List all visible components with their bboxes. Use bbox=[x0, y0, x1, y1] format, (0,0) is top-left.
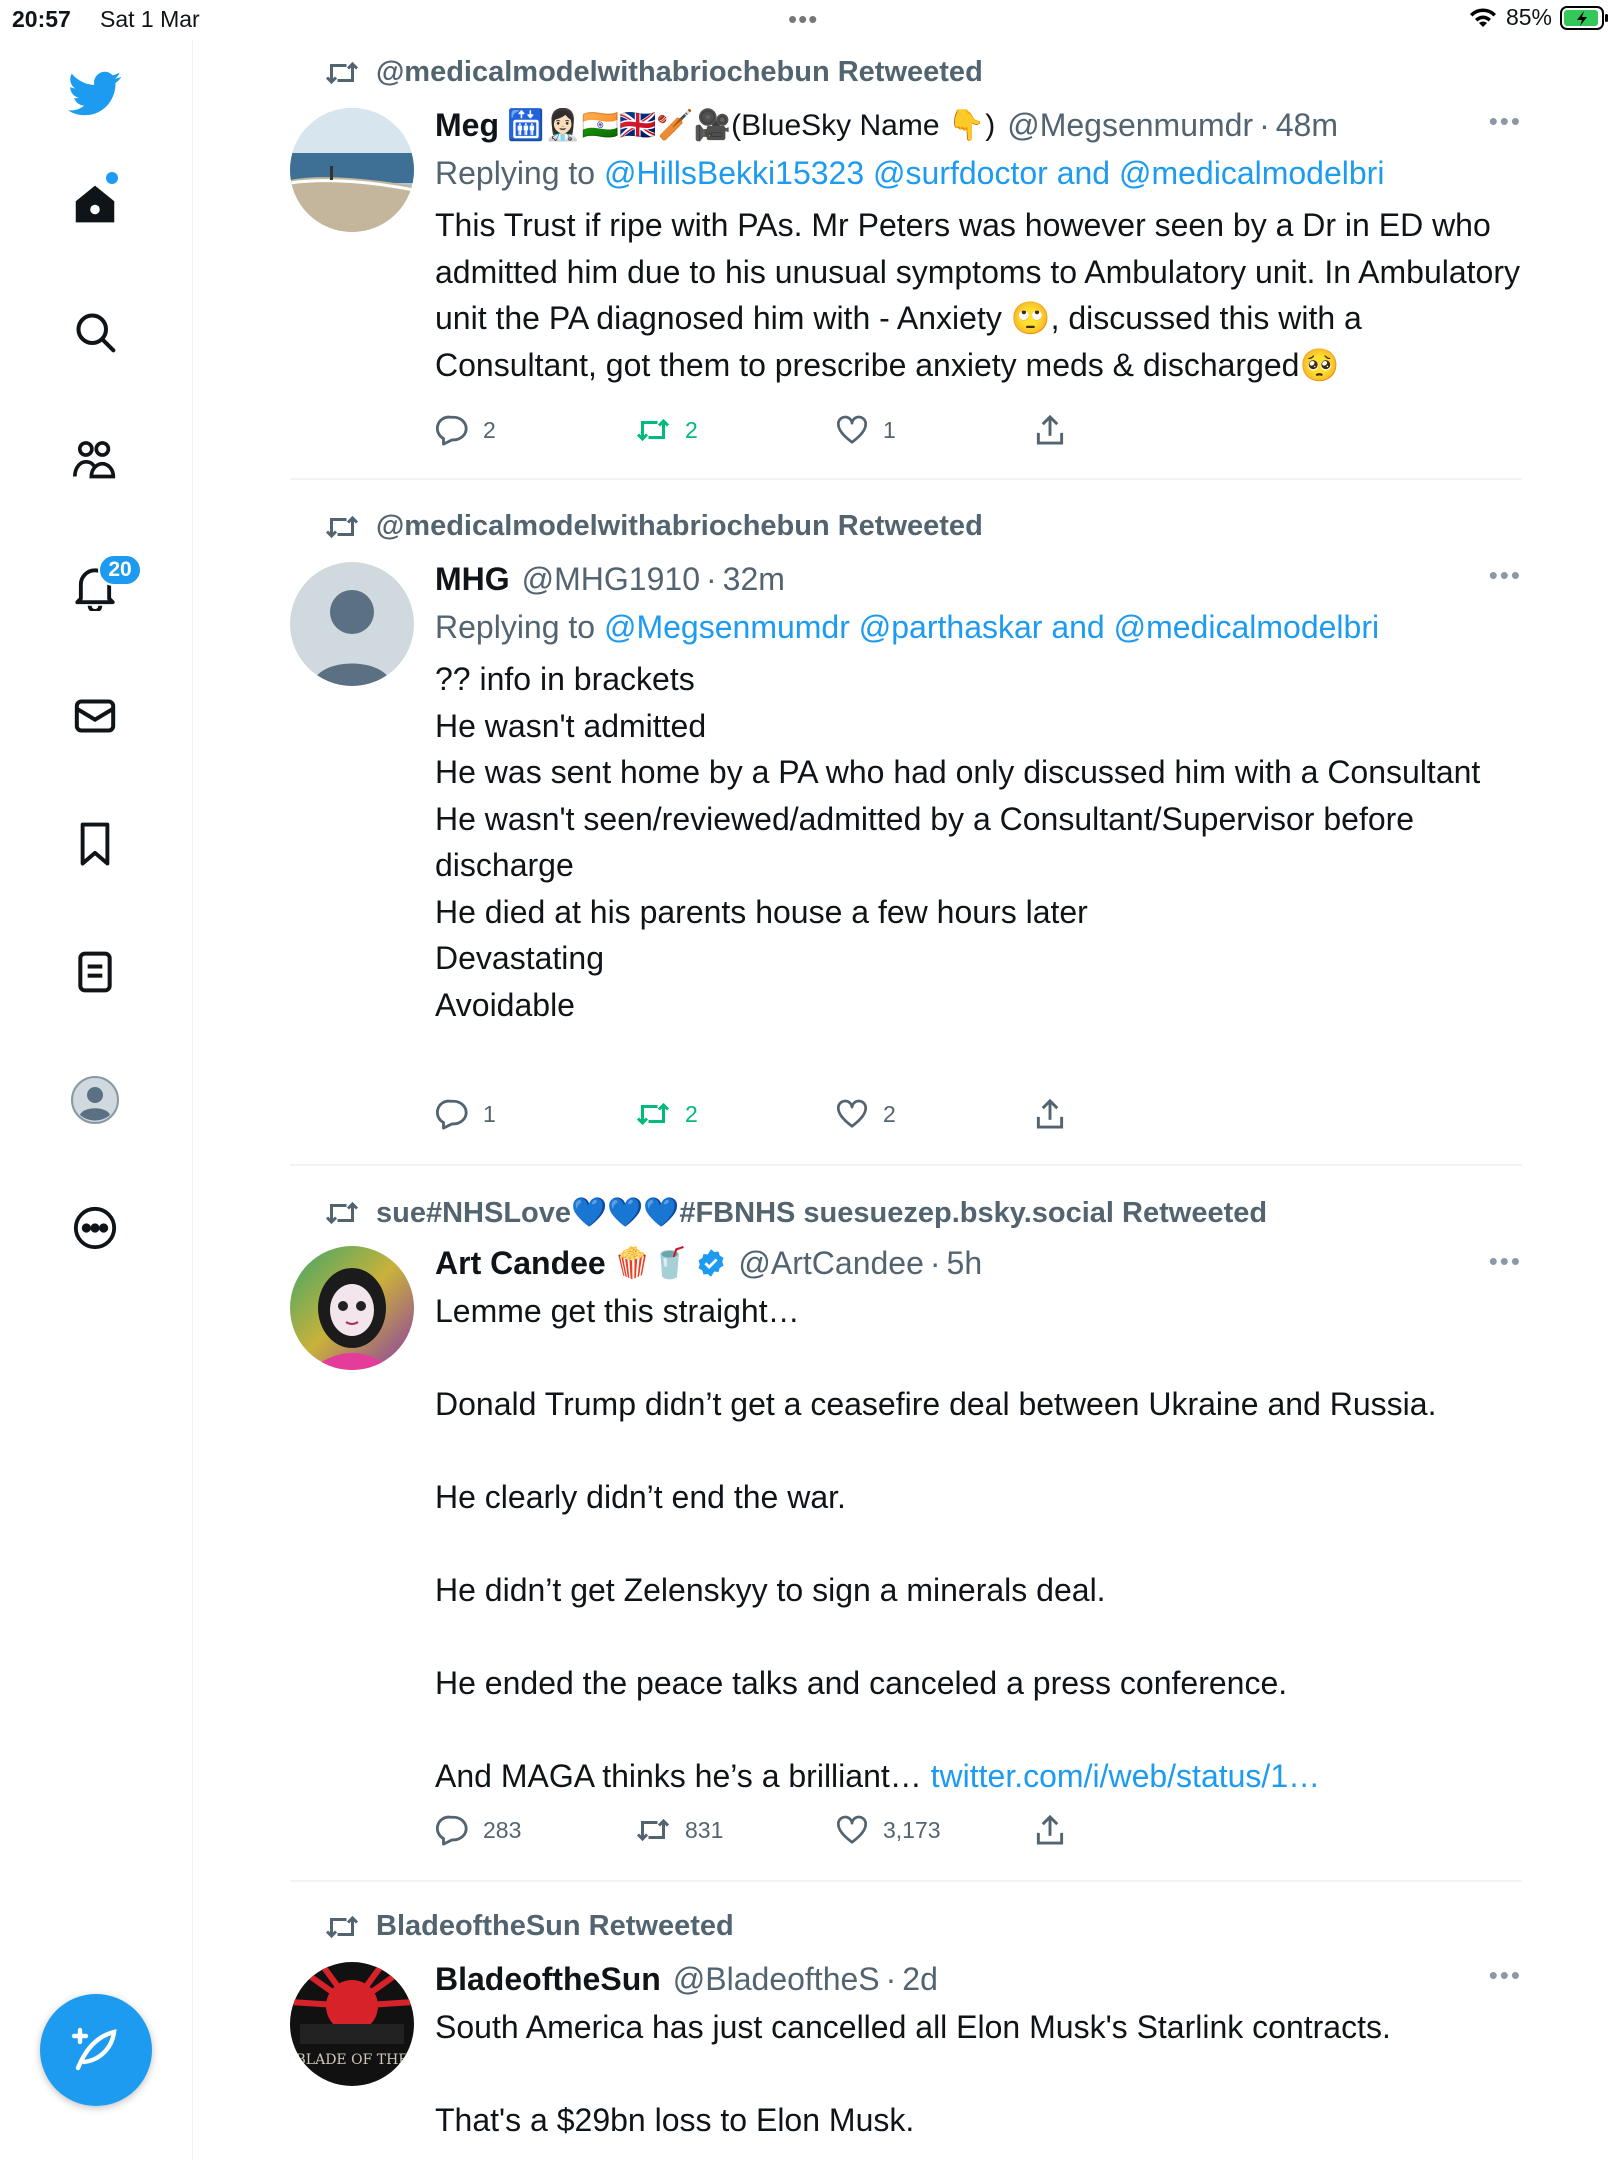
status-bar bbox=[0, 0, 1620, 40]
tweet-header: MHG @MHG1910 · 32m bbox=[435, 560, 785, 597]
tweet-actions bbox=[435, 410, 1235, 450]
user-avatar[interactable] bbox=[290, 108, 414, 232]
like-heart-icon bbox=[835, 1099, 869, 1129]
share-icon bbox=[1035, 1098, 1065, 1130]
tweet-text: This Trust if ripe with PAs. Mr Peters was however seen by a Dr in ED who admitted him due to his unusual symptoms to Ambulatory unit. In Ambulatory unit the PA diagnosed him with - Anxiety 🙄, discussed this with a Consultant, got them to prescribe anxiety meds & discharged🥺 bbox=[435, 207, 1529, 383]
tweet[interactable] bbox=[290, 1910, 1522, 2160]
display-name-emoji: 🍿🥤 bbox=[613, 1246, 689, 1280]
display-name[interactable]: MHG bbox=[435, 560, 510, 597]
user-avatar[interactable] bbox=[290, 1246, 414, 1370]
tweet-content bbox=[435, 102, 1529, 388]
share-button[interactable] bbox=[1035, 1098, 1235, 1130]
like-count: 1 bbox=[883, 416, 896, 443]
reply-button[interactable] bbox=[435, 1814, 635, 1846]
reply-icon bbox=[435, 1098, 469, 1130]
battery-percent: 85% bbox=[1505, 4, 1552, 30]
reply-mentions[interactable]: @HillsBekki15323 @surfdoctor and @medicalmodelbri bbox=[603, 155, 1385, 191]
retweet-context bbox=[376, 1910, 734, 1943]
status-time: 20:57 bbox=[12, 6, 71, 32]
share-button[interactable] bbox=[1035, 1814, 1235, 1846]
like-heart-icon bbox=[835, 1815, 869, 1845]
retweet-icon bbox=[635, 1099, 671, 1129]
twitter-logo-icon[interactable] bbox=[67, 66, 123, 122]
tweet-divider bbox=[290, 478, 1522, 480]
reply-button[interactable] bbox=[435, 414, 635, 446]
retweeted-by-label: @medicalmodelwithabriochebun Retweeted bbox=[376, 510, 983, 542]
status-indicators bbox=[1468, 4, 1610, 31]
communities-icon[interactable] bbox=[67, 432, 123, 488]
profile-avatar-icon[interactable] bbox=[67, 1072, 123, 1128]
retweet-icon bbox=[324, 58, 360, 88]
tweet-header: Art Candee 🍿🥤 @ArtCandee · 5h bbox=[435, 1244, 983, 1281]
replying-to: Replying to @HillsBekki15323 @surfdoctor and @medicalmodelbri bbox=[435, 155, 1385, 191]
retweet-count: 831 bbox=[685, 1816, 724, 1843]
like-button[interactable] bbox=[835, 1099, 1035, 1129]
display-name[interactable]: Art Candee bbox=[435, 1244, 606, 1281]
tweet-more-icon[interactable]: ••• bbox=[1488, 1246, 1522, 1276]
tweet-text: South America has just cancelled all Elon Musk's Starlink contracts. That's a $29bn loss to Elon Musk. bbox=[435, 2009, 1391, 2138]
notifications-badge: 20 bbox=[98, 554, 142, 586]
retweeted-by-label: sue#NHSLove💙💙💙#FBNHS suesuezep.bsky.social Retweeted bbox=[376, 1197, 1268, 1229]
user-handle[interactable]: @Megsenmumdr bbox=[1007, 106, 1254, 143]
retweet-icon bbox=[324, 1198, 360, 1228]
retweet-icon bbox=[635, 415, 671, 445]
retweet-icon bbox=[324, 512, 360, 542]
like-count: 2 bbox=[883, 1100, 896, 1127]
compose-feather-icon bbox=[70, 2024, 122, 2076]
tweet[interactable] bbox=[290, 510, 1522, 1150]
retweet-count: 2 bbox=[685, 1100, 698, 1127]
user-handle[interactable]: @BladeoftheS bbox=[672, 1960, 880, 1997]
user-handle[interactable]: @MHG1910 bbox=[521, 560, 700, 597]
like-count: 3,173 bbox=[883, 1816, 941, 1843]
tweet-actions bbox=[435, 1094, 1235, 1134]
avatar-text: BLADE OF THE bbox=[295, 2052, 409, 2068]
search-icon[interactable] bbox=[67, 304, 123, 360]
tweet-header: BladeoftheSun @BladeoftheS · 2d bbox=[435, 1960, 938, 1997]
tweet-divider bbox=[290, 1164, 1522, 1166]
reply-count: 1 bbox=[483, 1100, 496, 1127]
share-icon bbox=[1035, 1814, 1065, 1846]
home-unread-dot bbox=[106, 172, 118, 184]
retweet-context bbox=[376, 510, 983, 543]
share-icon bbox=[1035, 414, 1065, 446]
tweet-actions bbox=[435, 1810, 1235, 1850]
tweet-more-icon[interactable]: ••• bbox=[1488, 560, 1522, 590]
tweet-more-icon[interactable]: ••• bbox=[1488, 1960, 1522, 1990]
compose-tweet-button[interactable] bbox=[40, 1994, 152, 2106]
status-date: Sat 1 Mar bbox=[100, 6, 200, 32]
verified-badge-icon bbox=[696, 1248, 726, 1278]
tweet-time[interactable]: 32m bbox=[722, 560, 785, 597]
retweet-icon bbox=[635, 1815, 671, 1845]
user-handle[interactable]: @ArtCandee bbox=[738, 1244, 924, 1281]
display-name[interactable]: Meg bbox=[435, 106, 499, 143]
like-button[interactable] bbox=[835, 415, 1035, 445]
multitasking-dots-icon[interactable]: ••• bbox=[788, 4, 819, 34]
reply-icon bbox=[435, 414, 469, 446]
wifi-icon bbox=[1468, 6, 1498, 30]
retweet-context bbox=[376, 1196, 1267, 1230]
retweet-button[interactable] bbox=[635, 415, 835, 445]
tweet-divider bbox=[290, 1880, 1522, 1882]
lists-icon[interactable] bbox=[67, 944, 123, 1000]
tweet-content bbox=[435, 1240, 1522, 1800]
replying-to: Replying to @Megsenmumdr @parthaskar and @medicalmodelbri bbox=[435, 609, 1380, 645]
share-button[interactable] bbox=[1035, 414, 1235, 446]
tweet-text: ?? info in brackets He wasn't admitted He was sent home by a PA who had only discussed him with a Consultant He wasn't seen/reviewed/admitted by a Consultant/Supervisor before discharge He died at his parents house a few hours later Devastating Avoidable bbox=[435, 661, 1481, 1023]
tweet-text: Lemme get this straight… Donald Trump didn’t get a ceasefire deal between Ukraine and Russia. He clearly didn’t end the war. He didn’t get Zelenskyy to sign a minerals deal. He ended the peace talks and canceled a press conference. And MAGA thinks he’s a brilliant… twitter.com/i/web/status/1… bbox=[435, 1293, 1437, 1794]
tweet-time[interactable]: 48m bbox=[1275, 106, 1338, 143]
retweet-icon bbox=[324, 1912, 360, 1942]
display-name-emoji: 🛗👩🏻‍⚕️🇮🇳🇬🇧🏏🎥(BlueSky Name 👇) bbox=[507, 108, 996, 142]
tweet[interactable] bbox=[290, 1196, 1522, 1886]
sidebar bbox=[0, 40, 193, 2160]
tweet[interactable] bbox=[290, 56, 1529, 456]
tweet-content bbox=[435, 556, 1522, 1028]
tweet-content bbox=[435, 1956, 1522, 2144]
retweet-button[interactable] bbox=[635, 1099, 835, 1129]
display-name[interactable]: BladeoftheSun bbox=[435, 1960, 661, 1997]
retweet-button[interactable] bbox=[635, 1815, 835, 1845]
reply-mentions[interactable]: @Megsenmumdr @parthaskar and @medicalmodelbri bbox=[603, 609, 1380, 645]
home-icon[interactable] bbox=[67, 176, 123, 232]
battery-charging-icon bbox=[1560, 5, 1610, 31]
tweet-more-icon[interactable]: ••• bbox=[1488, 106, 1522, 136]
reply-icon bbox=[435, 1814, 469, 1846]
like-heart-icon bbox=[835, 415, 869, 445]
retweet-context bbox=[376, 56, 983, 89]
user-avatar[interactable] bbox=[290, 1962, 414, 2086]
reply-count: 2 bbox=[483, 416, 496, 443]
tweet-header: Meg 🛗👩🏻‍⚕️🇮🇳🇬🇧🏏🎥(BlueSky Name 👇) @Megsenmumdr · 48m bbox=[435, 106, 1338, 143]
bookmarks-icon[interactable] bbox=[67, 816, 123, 872]
reply-count: 283 bbox=[483, 1816, 522, 1843]
reply-button[interactable] bbox=[435, 1098, 635, 1130]
retweeted-by-label: BladeoftheSun Retweeted bbox=[376, 1910, 734, 1942]
tweet-time[interactable]: 5h bbox=[946, 1244, 983, 1281]
user-avatar-default[interactable] bbox=[290, 562, 414, 686]
messages-icon[interactable] bbox=[67, 688, 123, 744]
more-options-icon[interactable] bbox=[67, 1200, 123, 1256]
tweet-time[interactable]: 2d bbox=[902, 1960, 938, 1997]
tweet-link[interactable]: twitter.com/i/web/status/1… bbox=[930, 1758, 1321, 1794]
retweet-count: 2 bbox=[685, 416, 698, 443]
retweeted-by-label: @medicalmodelwithabriochebun Retweeted bbox=[376, 56, 983, 88]
like-button[interactable] bbox=[835, 1815, 1035, 1845]
